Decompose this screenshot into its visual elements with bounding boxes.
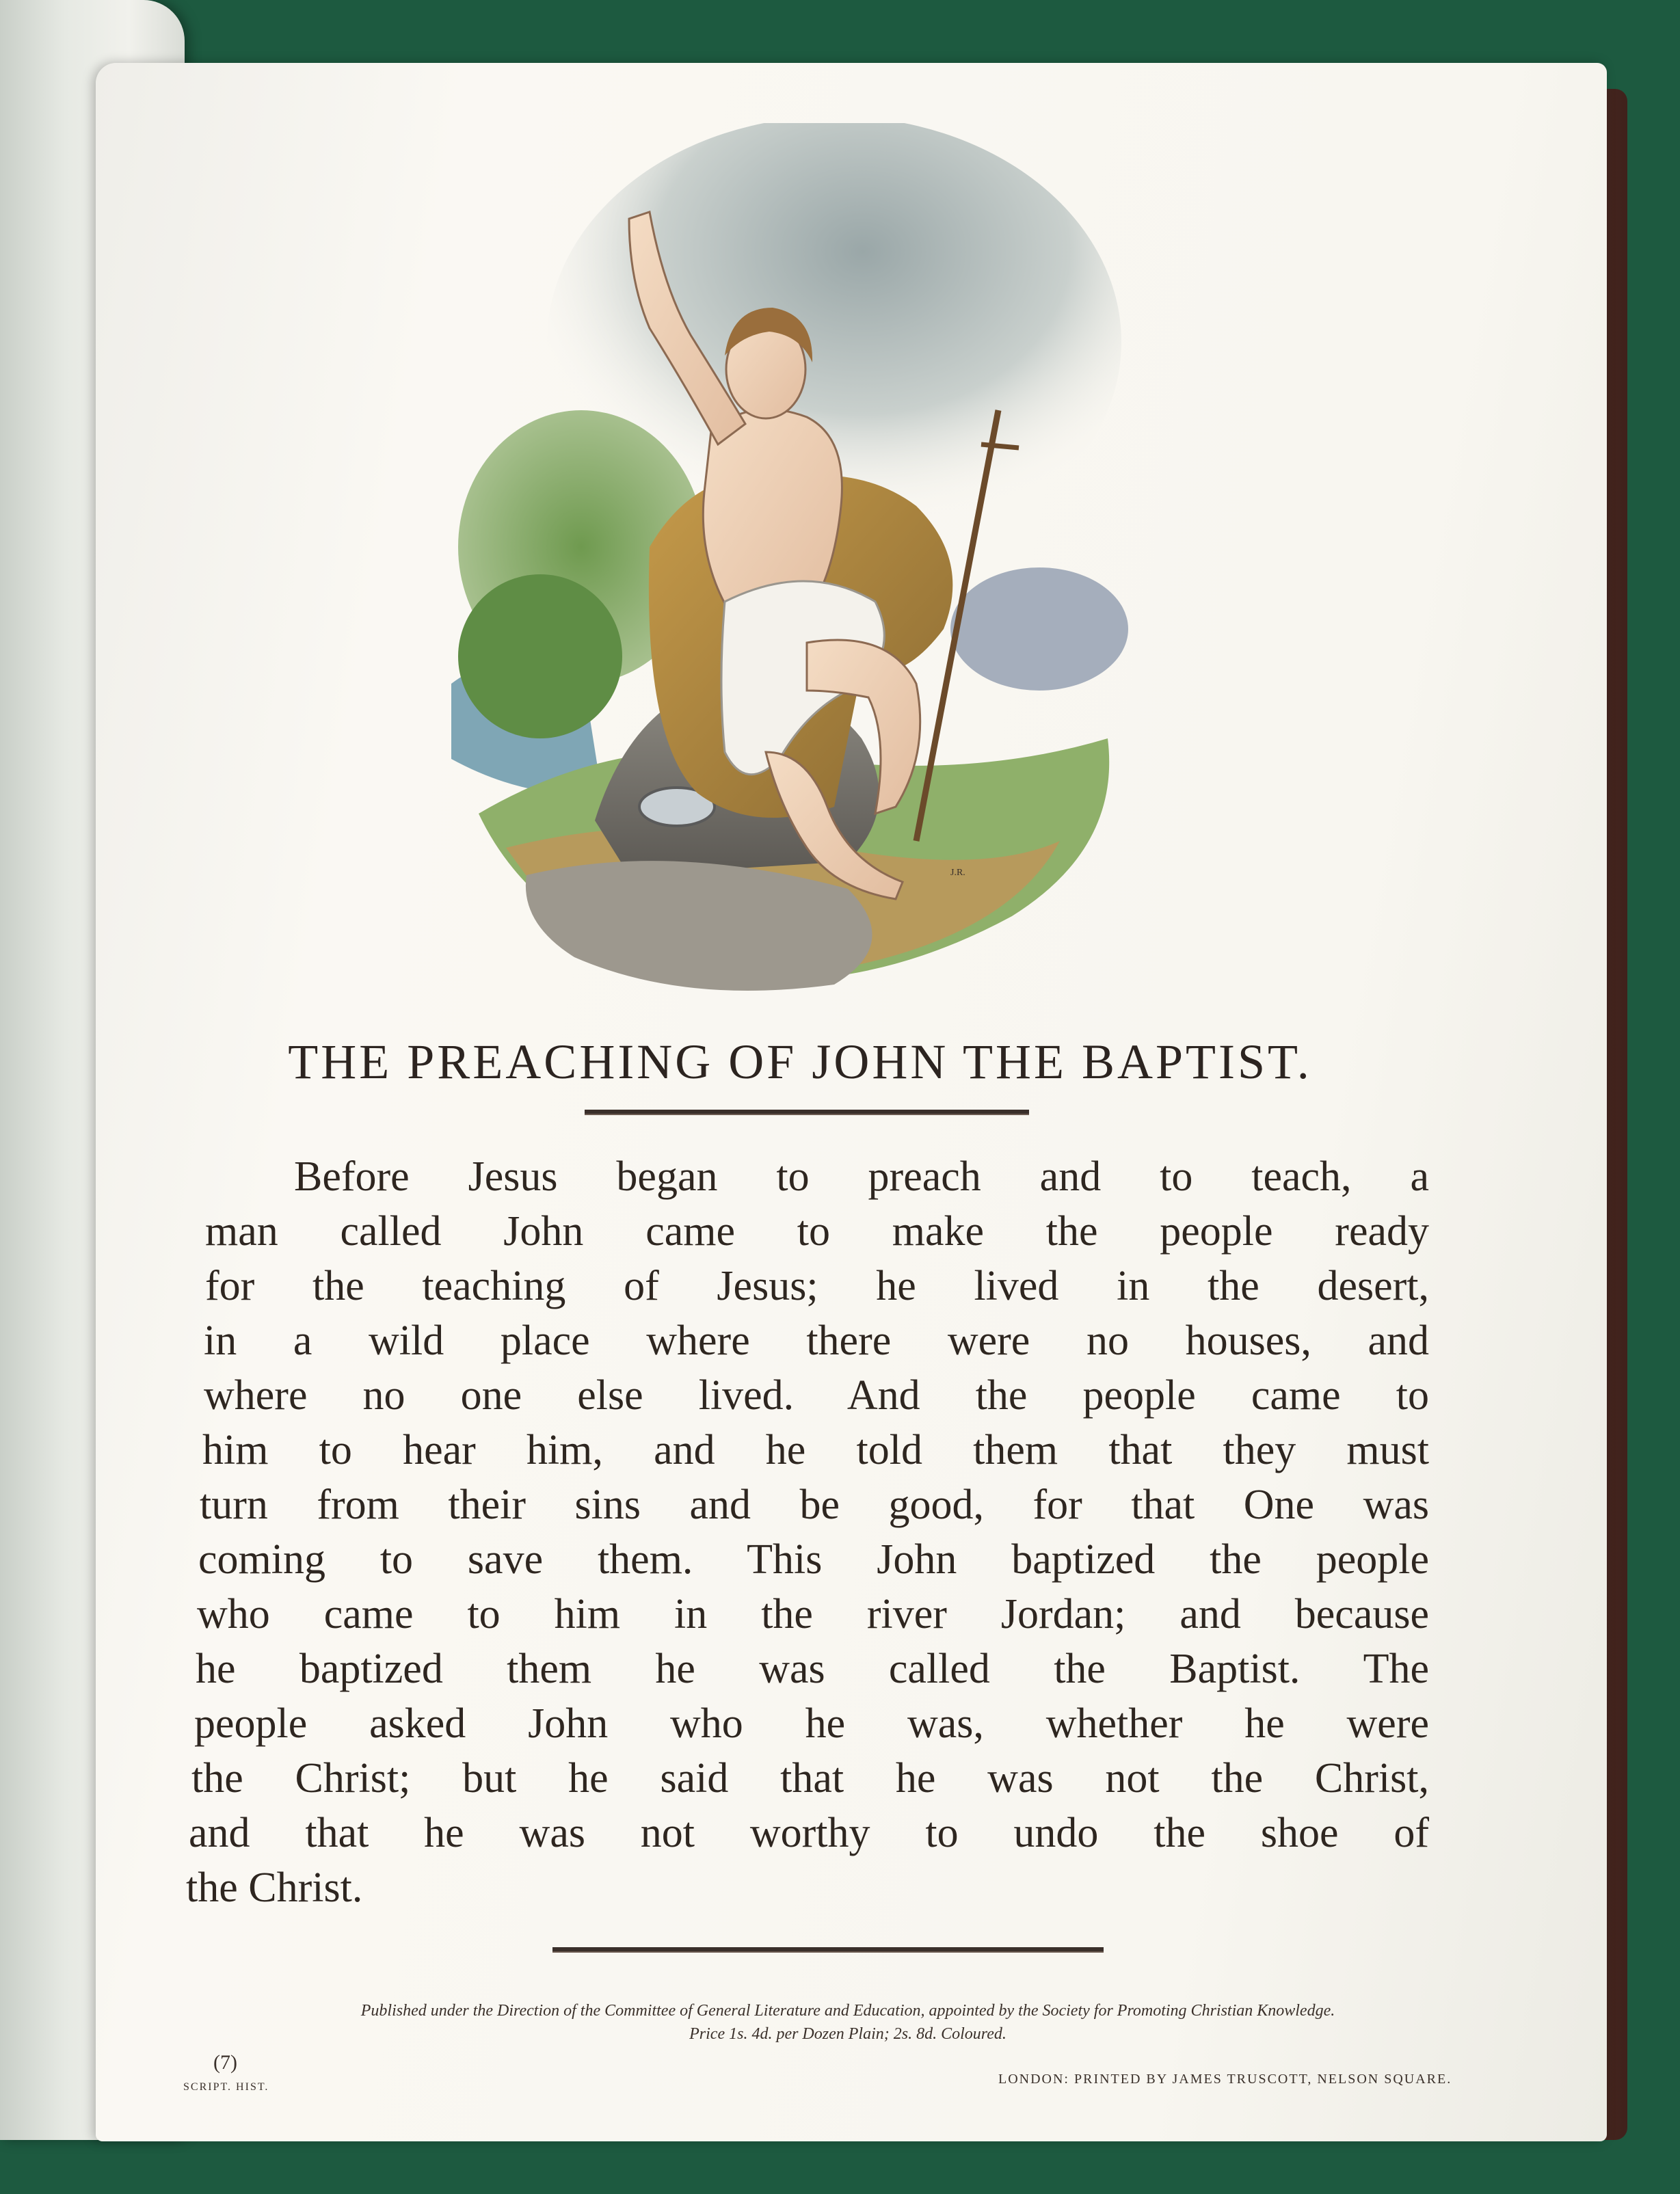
tree-shape	[950, 567, 1128, 691]
body-line: Before Jesus began to preach and to teach, a	[294, 1153, 1429, 1200]
body-line: the Christ.	[186, 1864, 363, 1911]
body-line: for the teaching of Jesus; he lived in the desert,	[205, 1263, 1429, 1309]
printer-line: LONDON: PRINTED BY JAMES TRUSCOTT, NELSON SQUARE.	[998, 2072, 1452, 2087]
body-line: he baptized them he was called the Baptist. The	[196, 1646, 1429, 1692]
price-line: Price 1s. 4d. per Dozen Plain; 2s. 8d. Coloured.	[689, 2025, 1006, 2043]
page-title: THE PREACHING OF JOHN THE BAPTIST.	[288, 1034, 1312, 1089]
body-line: who came to him in the river Jordan; and because	[197, 1591, 1429, 1637]
engraver-signature: J.R.	[950, 868, 965, 878]
body-line: turn from their sins and be good, for that One was	[200, 1482, 1429, 1528]
illustration-john-the-baptist	[424, 123, 1149, 1012]
body-line: in a wild place where there were no houses, and	[204, 1317, 1429, 1364]
bottom-divider	[552, 1947, 1104, 1953]
body-line: people asked John who he was, whether he were	[194, 1700, 1429, 1747]
body-line: and that he was not worthy to undo the shoe of	[189, 1810, 1429, 1856]
body-line: man called John came to make the people ready	[205, 1208, 1429, 1255]
body-line: where no one else lived. And the people came to	[204, 1372, 1429, 1419]
page-number: (7)	[213, 2051, 237, 2074]
series-label: SCRIPT. HIST.	[183, 2081, 269, 2093]
body-line: coming to save them. This John baptized the people	[198, 1536, 1429, 1583]
staff-crossbar-shape	[981, 444, 1019, 448]
publisher-imprint: Published under the Direction of the Committee of General Literature and Education, appointed by the Society for Promoting Christian Knowledge.	[360, 2002, 1335, 2020]
body-line: the Christ; but he said that he was not the Christ,	[191, 1755, 1429, 1802]
body-line: him to hear him, and he told them that they must	[202, 1427, 1429, 1473]
tree-shape	[458, 574, 622, 738]
title-divider	[585, 1110, 1029, 1115]
